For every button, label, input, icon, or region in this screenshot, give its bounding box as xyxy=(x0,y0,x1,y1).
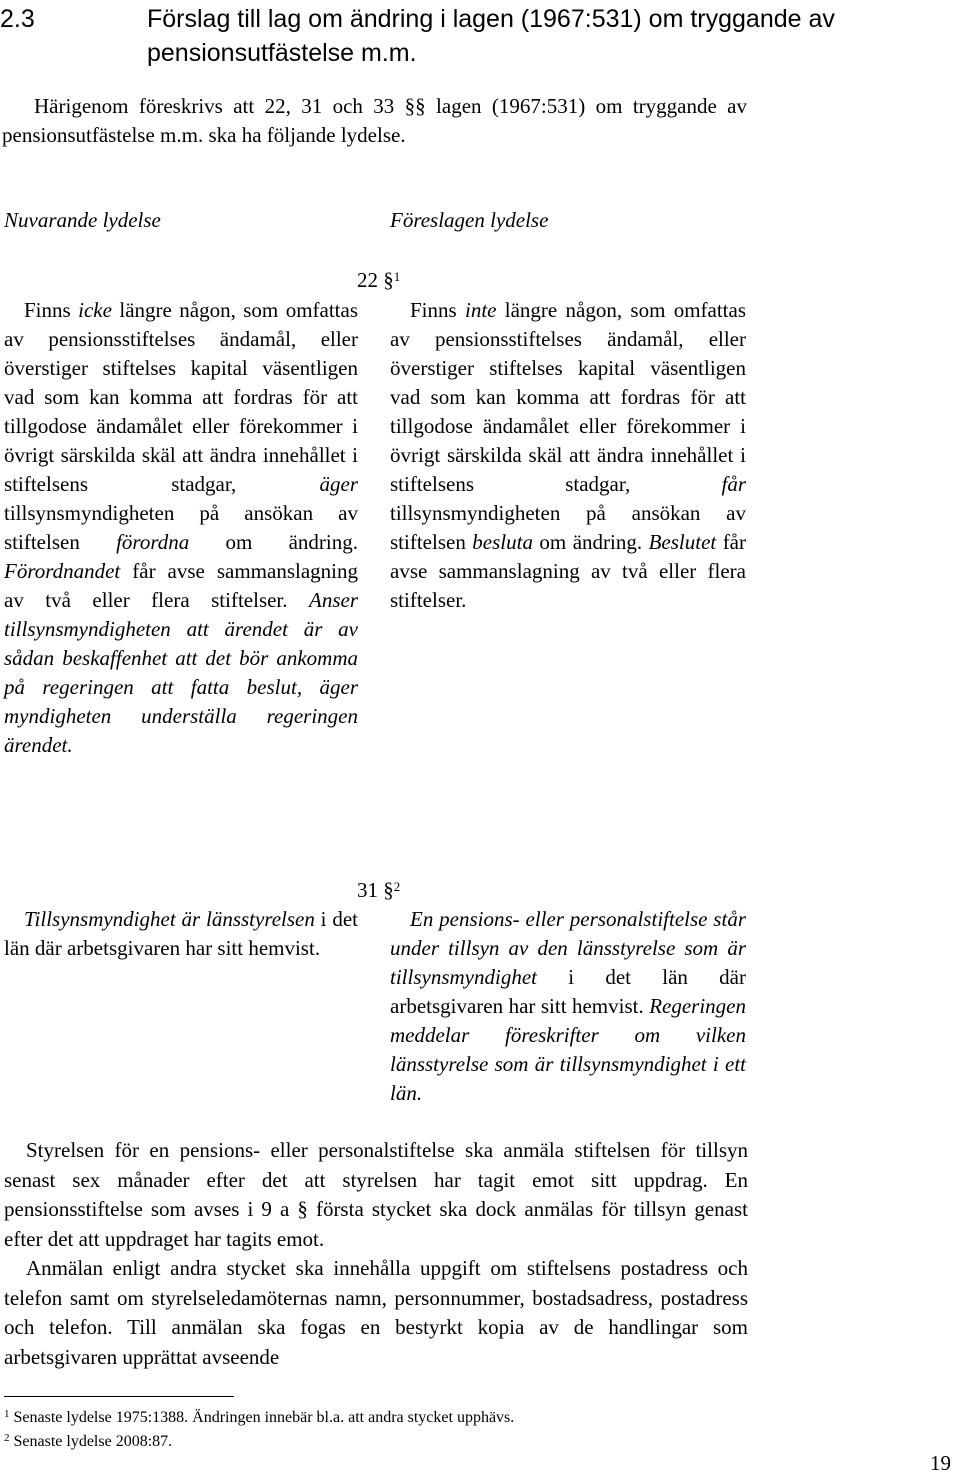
section-22-proposed-runs xyxy=(390,298,746,612)
section-22-proposed-run: längre någon, som omfattas av pensionsstiftelses ändamål, eller överstiger stiftelses kapital väsentligen vad som kan komma att fordras för att tillgodose ändamålet eller förekommer i övrigt särskilda skäl att ändra innehållet i stiftelsens stadgar, xyxy=(390,298,747,496)
footnote-1-text: Senaste lydelse 1975:1388. Ändringen innebär bl.a. att andra stycket upphävs. xyxy=(13,1409,515,1426)
section-31-mark xyxy=(357,876,400,905)
current-wording-label: Nuvarande lydelse xyxy=(4,208,161,232)
section-31-proposed-text xyxy=(390,905,746,1108)
section-31-current-run: i det län där arbetsgivaren har sitt hemvist. xyxy=(4,907,358,960)
section-22-proposed-run: tillsynsmyndigheten på ansökan av stiftelsen xyxy=(390,501,746,554)
section-22-proposed-run: får xyxy=(721,472,746,496)
section-22-proposed-run: besluta xyxy=(472,530,533,554)
footnotes xyxy=(4,1406,764,1454)
section-22-proposed-run: om ändring. xyxy=(532,530,649,554)
section-title: Förslag till lag om ändring i lagen (1967:531) om tryggande av pensionsutfästelse m.m. xyxy=(147,5,835,67)
section-22-proposed-run: inte xyxy=(464,298,497,322)
section-22-proposed-text xyxy=(390,296,746,615)
section-31-proposed-run: Regeringen meddelar föreskrifter om vilken länsstyrelse som är tillsynsmyndighet i ett län. xyxy=(390,994,746,1105)
intro-paragraph xyxy=(2,92,747,150)
section-31-number: 31 § xyxy=(357,878,394,902)
body-paragraph-2-text: Anmälan enligt andra stycket ska innehålla uppgift om stiftelsens postadress och telefon samt om styrelseledamöternas namn, personnummer, bostadsadress, postadress och telefon. Till anmälan ska fogas en bestyrkt kopia av de handlingar som arbetsgivaren upprättat avseende xyxy=(4,1256,748,1369)
footnote-1 xyxy=(4,1406,764,1430)
footnote-divider xyxy=(4,1396,234,1397)
section-22-current-run: om ändring. xyxy=(189,530,358,554)
page-number: 19 xyxy=(930,1451,951,1475)
body-text xyxy=(4,1136,748,1372)
section-22-current-run: icke xyxy=(78,298,112,322)
section-22-current-run: Förordnandet xyxy=(4,559,121,583)
section-22-current-run: Anser tillsynsmyndigheten att ärendet är av sådan beskaffenhet att det bör ankomma på regeringen att fatta beslut, äger myndigheten underställa regeringen ärendet. xyxy=(4,588,358,757)
footnote-ref-2: 2 xyxy=(393,879,401,894)
section-22-proposed-run: Finns xyxy=(410,298,465,322)
footnote-2 xyxy=(4,1430,764,1454)
section-22-number: 22 § xyxy=(357,268,394,292)
section-22-proposed-run: Beslutet xyxy=(648,530,717,554)
section-22-current-run: får avse sammanslagning av två eller flera stiftelser. xyxy=(4,559,358,612)
section-22-current-run: äger xyxy=(319,472,358,496)
section-22-current-runs xyxy=(4,298,358,757)
section-22-current-run: Finns xyxy=(24,298,79,322)
section-31-current-runs xyxy=(4,907,358,960)
section-number: 2.3 xyxy=(0,5,35,33)
footnote-1-ref: 1 xyxy=(4,1408,10,1420)
section-22-proposed-run: får avse sammanslagning av två eller flera stiftelser. xyxy=(390,530,747,612)
section-31-proposed-run: En pensions- eller personalstiftelse står under tillsyn av den länsstyrelse som är tillsynsmyndighet xyxy=(390,907,746,989)
section-31-current-run: Tillsynsmyndighet är länsstyrelsen xyxy=(24,907,315,931)
body-paragraph xyxy=(4,1136,748,1254)
body-paragraph-1-text: Styrelsen för en pensions- eller personalstiftelse ska anmäla stiftelsen för tillsyn senast sex månader efter det att styrelsen har tagit emot sitt uppdrag. En pensionsstiftelse som avses i 9 a § första stycket ska dock anmälas för tillsyn genast efter det att uppdraget har tagits emot. xyxy=(4,1138,748,1251)
footnote-2-text: Senaste lydelse 2008:87. xyxy=(13,1433,173,1450)
body-paragraph xyxy=(4,1254,748,1372)
section-31-proposed-runs xyxy=(390,907,746,1105)
section-31-proposed-run: i det län där arbetsgivaren har sitt hemvist. xyxy=(390,965,746,1018)
proposed-wording-label: Föreslagen lydelse xyxy=(390,208,549,232)
section-22-current-text xyxy=(4,296,358,760)
footnote-ref-1: 1 xyxy=(393,269,401,284)
section-22-current-run: längre någon, som omfattas av pensionsstiftelses ändamål, eller överstiger stiftelses kapital väsentligen vad som kan komma att fordras för att tillgodose ändamålet eller förekommer i övrigt särskilda skäl att ändra innehållet i stiftelsens stadgar, xyxy=(4,298,359,496)
section-22-current-run: förordna xyxy=(116,530,190,554)
section-31-current-text xyxy=(4,905,358,963)
footnote-2-ref: 2 xyxy=(4,1432,10,1444)
section-22-mark xyxy=(357,266,400,295)
intro-text: Härigenom föreskrivs att 22, 31 och 33 §§ lagen (1967:531) om tryggande av pensionsutfästelse m.m. ska ha följande lydelse. xyxy=(2,94,747,147)
section-22-current-run: tillsynsmyndigheten på ansökan av stiftelsen xyxy=(4,501,358,554)
